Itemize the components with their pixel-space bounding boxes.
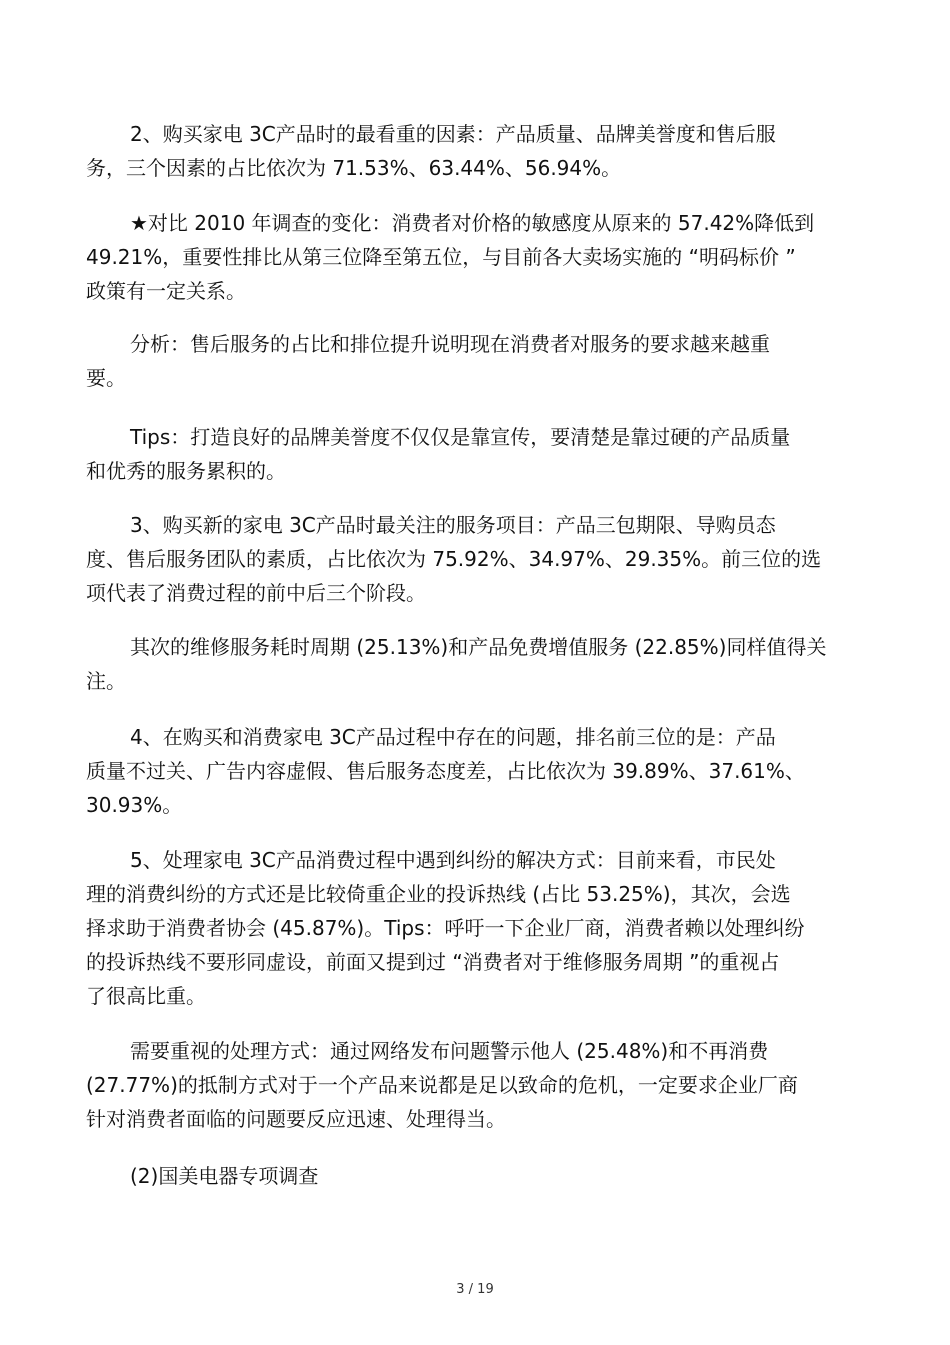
paragraph-dispute-resolution bbox=[86, 843, 866, 1013]
text-line: 分析：售后服务的占比和排位提升说明现在消费者对服务的要求越来越重 bbox=[130, 332, 770, 356]
text-line: 4、在购买和消费家电 3C产品过程中存在的问题，排名前三位的是：产品 bbox=[130, 725, 776, 749]
paragraph-problems bbox=[86, 720, 866, 822]
text-line: 针对消费者面临的问题要反应迅速、处理得当。 bbox=[86, 1107, 506, 1131]
paragraph-analysis bbox=[86, 327, 866, 395]
text-line: 项代表了消费过程的前中后三个阶段。 bbox=[86, 581, 426, 605]
text-line: 的投诉热线不要形同虚设，前面又提到过 “消费者对于维修服务周期 ”的重视占 bbox=[86, 950, 780, 974]
text-line: 需要重视的处理方式：通过网络发布问题警示他人 (25.48%)和不再消费 bbox=[130, 1039, 769, 1063]
text-line: 5、处理家电 3C产品消费过程中遇到纠纷的解决方式：目前来看，市民处 bbox=[130, 848, 776, 872]
paragraph-tips-brand bbox=[86, 420, 866, 488]
text-line: 要。 bbox=[86, 366, 126, 390]
text-line: 了很高比重。 bbox=[86, 984, 206, 1008]
section-heading-gome bbox=[86, 1159, 866, 1193]
paragraph-service-items bbox=[86, 508, 866, 610]
text-line: 理的消费纠纷的方式还是比较倚重企业的投诉热线 (占比 53.25%)，其次，会选 bbox=[86, 882, 791, 906]
text-line: 49.21%，重要性排比从第三位降至第五位，与目前各大卖场实施的 “明码标价 ” bbox=[86, 245, 796, 269]
paragraph-handling-methods bbox=[86, 1034, 866, 1136]
text-line: 择求助于消费者协会 (45.87%)。Tips：呼吁一下企业厂商，消费者赖以处理纠纷 bbox=[86, 916, 805, 940]
text-line: 3、购买新的家电 3C产品时最关注的服务项目：产品三包期限、导购员态 bbox=[130, 513, 776, 537]
text-line: 度、售后服务团队的素质，占比依次为 75.92%、34.97%、29.35%。前三位的选 bbox=[86, 547, 822, 571]
paragraph-repair-cycle bbox=[86, 630, 866, 698]
paragraph-2010-comparison bbox=[86, 206, 866, 308]
text-line: 和优秀的服务累积的。 bbox=[86, 459, 286, 483]
text-line: 质量不过关、广告内容虚假、售后服务态度差，占比依次为 39.89%、37.61%、 bbox=[86, 759, 805, 783]
text-line: 2、购买家电 3C产品时的最看重的因素：产品质量、品牌美誉度和售后服 bbox=[130, 122, 776, 146]
text-line: ★对比 2010 年调查的变化：消费者对价格的敏感度从原来的 57.42%降低到 bbox=[130, 211, 815, 235]
text-line: (2)国美电器专项调查 bbox=[130, 1164, 319, 1188]
text-line: 注。 bbox=[86, 669, 126, 693]
page-number: 3 / 19 bbox=[456, 1282, 494, 1297]
paragraph-purchase-factors bbox=[86, 117, 866, 185]
text-line: Tips：打造良好的品牌美誉度不仅仅是靠宣传，要清楚是靠过硬的产品质量 bbox=[130, 425, 791, 449]
text-line: 其次的维修服务耗时周期 (25.13%)和产品免费增值服务 (22.85%)同样值得关 bbox=[130, 635, 827, 659]
text-line: (27.77%)的抵制方式对于一个产品来说都是足以致命的危机，一定要求企业厂商 bbox=[86, 1073, 798, 1097]
text-line: 政策有一定关系。 bbox=[86, 279, 246, 303]
text-line: 务，三个因素的占比依次为 71.53%、63.44%、56.94%。 bbox=[86, 156, 622, 180]
text-line: 30.93%。 bbox=[86, 793, 183, 817]
